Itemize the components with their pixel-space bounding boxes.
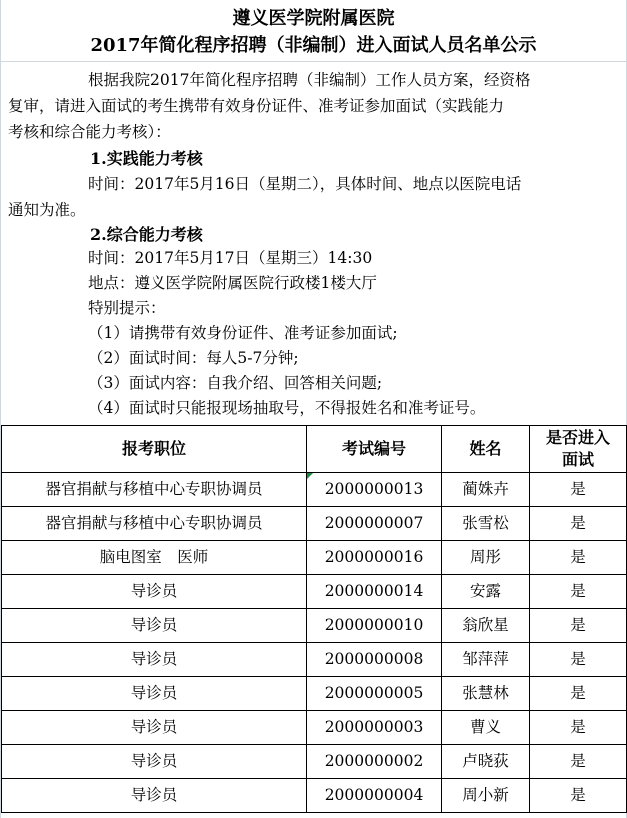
cell-position: 器官捐献与移植中心专职协调员 <box>2 507 307 541</box>
intro-line-2: 复审，请进入面试的考生携带有效身份证件、准考证参加面试（实践能力 <box>8 97 505 115</box>
table-row <box>2 473 627 507</box>
section1-heading: 1.实践能力考核 <box>90 149 203 168</box>
cell-interview: 是 <box>530 677 627 711</box>
cell-exam-no: 2000000010 <box>307 609 442 643</box>
page-subtitle: 2017年简化程序招聘（非编制）进入面试人员名单公示 <box>90 35 537 56</box>
table-row <box>2 609 627 643</box>
section2-place: 地点：遵义医学院附属医院行政楼1楼大厅 <box>88 274 377 292</box>
cell-name: 曹义 <box>442 711 530 745</box>
cell-name: 蔺姝卉 <box>442 473 530 507</box>
section1-time-line-1: 时间：2017年5月16日（星期二），具体时间、地点以医院电话 <box>88 175 522 193</box>
header-interview-line-1: 是否进入 <box>545 428 610 447</box>
title-divider <box>0 61 627 62</box>
cell-exam-no: 2000000005 <box>307 677 442 711</box>
cell-exam-no: 2000000007 <box>307 507 442 541</box>
cell-position: 导诊员 <box>2 711 307 745</box>
table-row <box>2 745 627 779</box>
cell-name: 卢晓荻 <box>442 745 530 779</box>
cell-exam-no: 2000000002 <box>307 745 442 779</box>
header-exam-no: 考试编号 <box>307 426 442 473</box>
notice-item-4: （4）面试时只能报现场抽取号，不得报姓名和准考证号。 <box>88 399 486 417</box>
cell-position: 导诊员 <box>2 609 307 643</box>
section2-heading: 2.综合能力考核 <box>90 225 203 244</box>
section2-time: 时间：2017年5月17日（星期三）14:30 <box>88 249 373 267</box>
intro-line-3: 考核和综合能力考核）： <box>8 123 171 141</box>
cell-interview: 是 <box>530 575 627 609</box>
cell-interview: 是 <box>530 779 627 813</box>
cell-exam-no: 2000000003 <box>307 711 442 745</box>
section1-time-line-2: 通知为准。 <box>8 201 86 219</box>
cell-interview: 是 <box>530 711 627 745</box>
table-header-row <box>2 426 627 473</box>
table-row <box>2 711 627 745</box>
cell-interview: 是 <box>530 745 627 779</box>
cell-position: 导诊员 <box>2 643 307 677</box>
cell-exam-no-text: 2000000013 <box>324 480 424 498</box>
cell-name: 翁欣星 <box>442 609 530 643</box>
cell-position: 器官捐献与移植中心专职协调员 <box>2 473 307 507</box>
cell-position: 导诊员 <box>2 677 307 711</box>
header-position: 报考职位 <box>2 426 307 473</box>
table-row <box>2 779 627 813</box>
cell-name: 周小新 <box>442 779 530 813</box>
table-row <box>2 541 627 575</box>
cell-interview: 是 <box>530 473 627 507</box>
cell-position: 导诊员 <box>2 745 307 779</box>
cell-name: 张雪松 <box>442 507 530 541</box>
notice-item-2: （2）面试时间：每人5-7分钟; <box>88 349 299 367</box>
cell-interview: 是 <box>530 541 627 575</box>
notice-label: 特别提示： <box>88 299 166 317</box>
cell-exam-no: 2000000008 <box>307 643 442 677</box>
green-triangle-marker <box>307 473 313 479</box>
cell-interview: 是 <box>530 609 627 643</box>
cell-exam-no <box>307 473 442 507</box>
cell-name: 张慧林 <box>442 677 530 711</box>
table-row <box>2 507 627 541</box>
notice-item-1: （1）请携带有效身份证件、准考证参加面试; <box>88 324 398 342</box>
cell-exam-no: 2000000016 <box>307 541 442 575</box>
cell-interview: 是 <box>530 507 627 541</box>
intro-line-1: 根据我院2017年简化程序招聘（非编制）工作人员方案，经资格 <box>88 71 531 89</box>
cell-exam-no: 2000000004 <box>307 779 442 813</box>
cell-position: 脑电图室 医师 <box>2 541 307 575</box>
header-interview-line-2: 面试 <box>561 450 594 469</box>
cell-interview: 是 <box>530 643 627 677</box>
candidate-table <box>1 425 627 813</box>
header-name: 姓名 <box>442 426 530 473</box>
cell-position: 导诊员 <box>2 779 307 813</box>
table-row <box>2 575 627 609</box>
table-row <box>2 643 627 677</box>
table-row <box>2 677 627 711</box>
cell-name: 周彤 <box>442 541 530 575</box>
cell-name: 安露 <box>442 575 530 609</box>
cell-name: 邹萍萍 <box>442 643 530 677</box>
header-interview <box>530 426 627 473</box>
page-title: 遵义医学院附属医院 <box>232 8 395 29</box>
cell-position: 导诊员 <box>2 575 307 609</box>
cell-exam-no: 2000000014 <box>307 575 442 609</box>
notice-item-3: （3）面试内容：自我介绍、回答相关问题; <box>88 374 383 392</box>
